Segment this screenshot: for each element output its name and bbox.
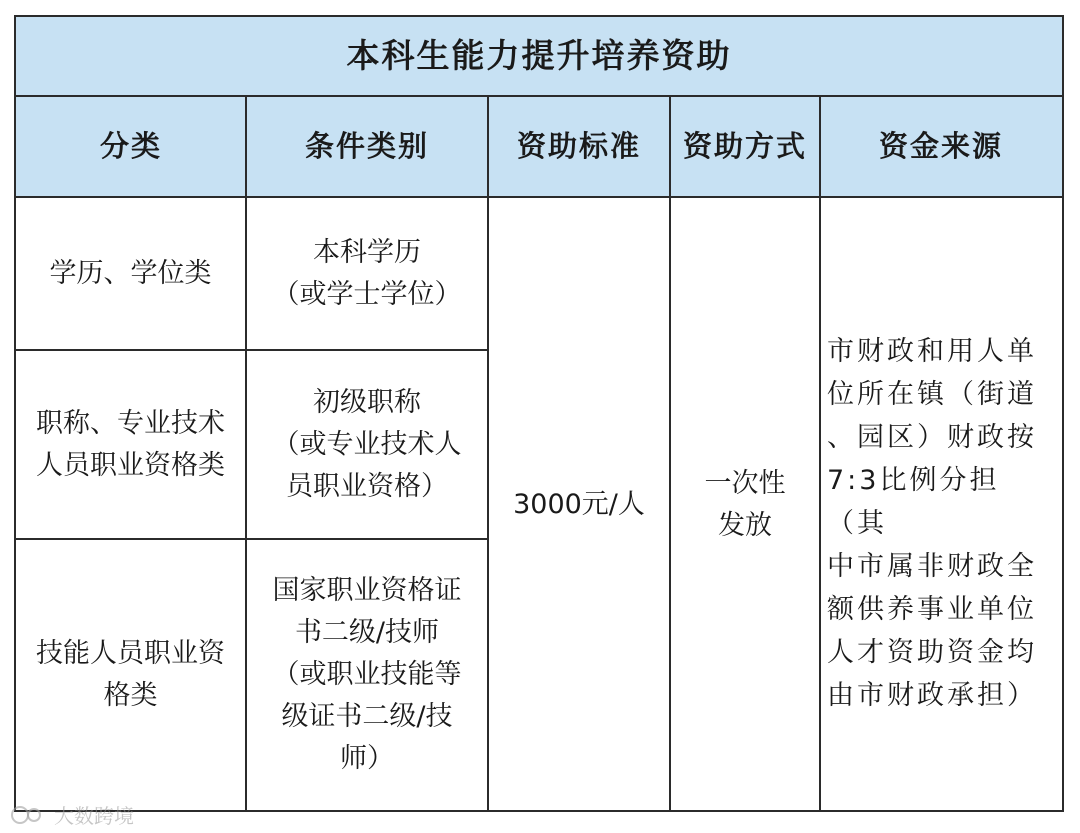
funding-standard-text: 3000元/人	[513, 488, 645, 520]
row3-condition-line: 书二级/技师	[294, 617, 440, 648]
header-standard: 资助标准	[488, 97, 670, 198]
header-method: 资助方式	[670, 97, 820, 198]
row3-category	[16, 540, 245, 810]
row2-condition	[247, 351, 487, 538]
funding-source-line: 额供养事业单位	[827, 594, 1037, 625]
funding-source-line: 市财政和用人单	[827, 336, 1037, 367]
funding-method-line: 发放	[718, 509, 772, 541]
row2-category-line: 人员职业资格类	[36, 449, 225, 481]
row1-condition-line: （或学士学位）	[272, 279, 462, 310]
funding-source-line: 由市财政承担）	[827, 680, 1037, 711]
row3-condition	[247, 540, 487, 810]
funding-standard	[489, 199, 669, 810]
row1-condition-line: 本科学历	[313, 237, 421, 268]
row2-category-line: 职称、专业技术	[36, 407, 225, 439]
row2-category	[16, 351, 245, 538]
funding-source	[821, 199, 1062, 810]
row3-category-line: 格类	[103, 680, 158, 711]
funding-source-line: 7:3比例分担（其	[827, 465, 1000, 539]
funding-method-line: 一次性	[704, 467, 786, 499]
row1-category-text: 学历、学位类	[49, 258, 212, 289]
header-source: 资金来源	[820, 97, 1062, 198]
row1-condition	[247, 199, 487, 349]
header-condition: 条件类别	[246, 97, 488, 198]
row2-condition-line: （或专业技术人	[272, 428, 462, 460]
watermark-logo-icon	[10, 803, 50, 827]
table-title: 本科生能力提升培养资助	[16, 17, 1062, 97]
row1-category	[16, 199, 245, 349]
watermark	[10, 800, 134, 829]
row3-condition-line: 国家职业资格证	[272, 575, 462, 606]
funding-source-line: 、园区）财政按	[827, 422, 1037, 453]
row2-condition-line: 员职业资格）	[286, 470, 448, 502]
row2-condition-line: 初级职称	[313, 386, 421, 418]
row3-category-line: 技能人员职业资	[36, 638, 225, 669]
funding-method	[671, 199, 819, 810]
row3-condition-line: （或职业技能等	[272, 659, 462, 690]
row3-condition-line: 师）	[340, 743, 394, 774]
watermark-text: 大数跨境	[54, 804, 134, 828]
row3-condition-line: 级证书二级/技	[281, 701, 453, 732]
funding-table	[14, 15, 1064, 812]
funding-source-line: 中市属非财政全	[827, 551, 1037, 582]
header-category: 分类	[16, 97, 246, 198]
funding-source-line: 人才资助资金均	[827, 637, 1037, 668]
funding-source-line: 位所在镇（街道	[827, 379, 1037, 410]
